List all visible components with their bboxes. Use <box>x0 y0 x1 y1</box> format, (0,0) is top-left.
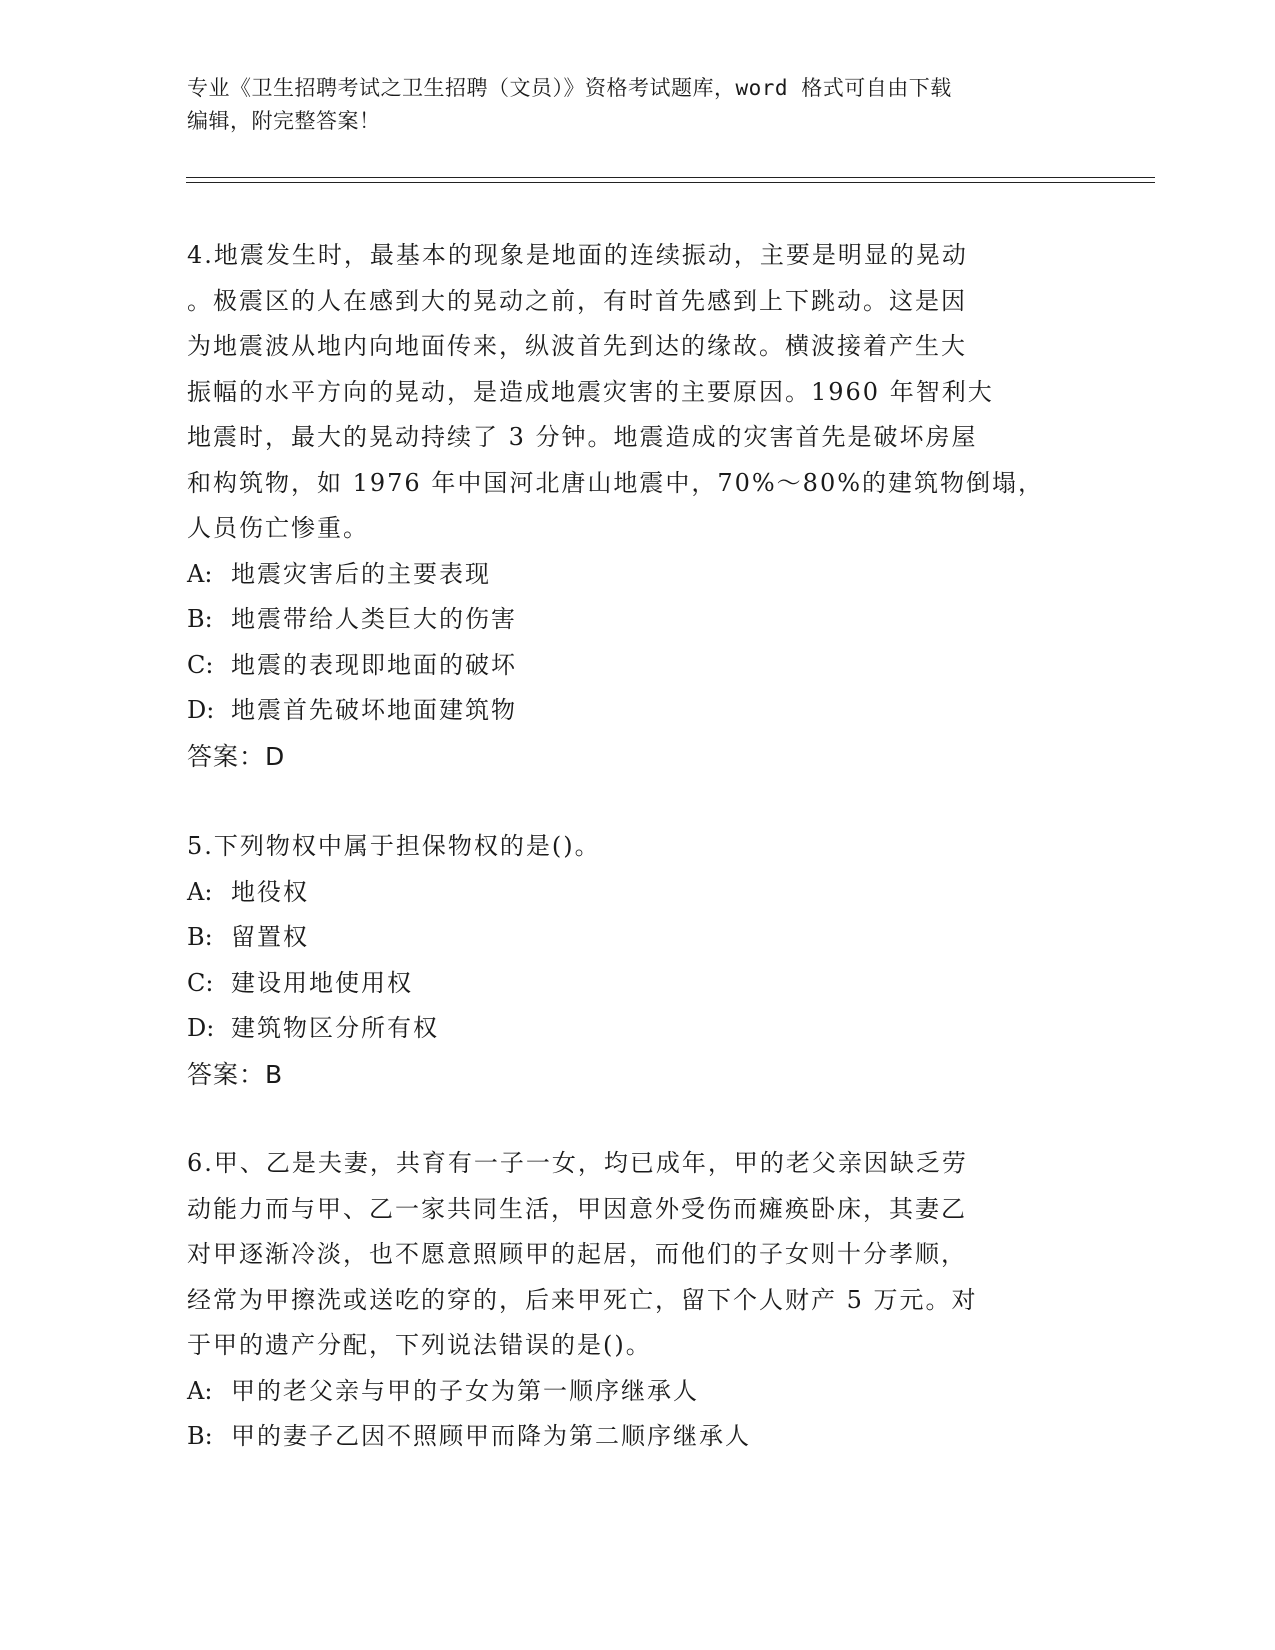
option-a <box>187 552 1067 598</box>
option-c <box>187 643 1067 689</box>
option-d <box>187 688 1067 734</box>
option-text: 建筑物区分所有权 <box>231 1014 439 1042</box>
question-stem-line: 为地震波从地内向地面传来，纵波首先到达的缘故。横波接着产生大 <box>187 332 967 360</box>
question-stem-line: 动能力而与甲、乙一家共同生活，甲因意外受伤而瘫痪卧床，其妻乙 <box>187 1194 967 1223</box>
option-text: 地震灾害后的主要表现 <box>231 559 491 588</box>
option-letter: D: <box>187 696 215 724</box>
option-letter: C: <box>187 968 214 997</box>
option-text: 地震的表现即地面的破坏 <box>231 650 517 679</box>
option-letter: A: <box>187 877 213 906</box>
answer-line: 答案：B <box>187 1059 284 1089</box>
option-letter: B: <box>187 1422 213 1450</box>
document-header <box>187 72 1067 138</box>
option-b <box>187 1414 1067 1460</box>
option-a <box>187 1369 1067 1415</box>
option-b <box>187 597 1067 643</box>
option-letter: C: <box>187 650 214 679</box>
header-line-2: 编辑，附完整答案！ <box>187 109 381 133</box>
question-stem-line: 振幅的水平方向的晃动，是造成地震灾害的主要原因。1960 年智利大 <box>187 377 994 406</box>
option-letter: B: <box>187 923 213 951</box>
question-stem-line: 人员伤亡惨重。 <box>187 514 369 542</box>
question-stem-line: 于甲的遗产分配，下列说法错误的是()。 <box>187 1331 652 1359</box>
header-line-1: 专业《卫生招聘考试之卫生招聘（文员）》资格考试题库，word 格式可自由下载 <box>187 76 952 100</box>
option-text: 地震带给人类巨大的伤害 <box>231 605 517 633</box>
option-letter: D: <box>187 1014 215 1042</box>
option-letter: A: <box>187 559 213 588</box>
option-d <box>187 1006 1067 1052</box>
option-text: 地役权 <box>231 877 309 906</box>
option-text: 留置权 <box>231 923 309 951</box>
question-stem-line: 对甲逐渐冷淡，也不愿意照顾甲的起居，而他们的子女则十分孝顺， <box>187 1240 967 1268</box>
option-text: 建设用地使用权 <box>231 968 413 997</box>
option-b <box>187 915 1067 961</box>
option-text: 地震首先破坏地面建筑物 <box>231 696 517 724</box>
question-6 <box>187 1141 1067 1460</box>
header-divider-top <box>186 177 1155 178</box>
option-letter: A: <box>187 1376 213 1405</box>
option-text: 甲的妻子乙因不照顾甲而降为第二顺序继承人 <box>231 1422 751 1450</box>
option-text: 甲的老父亲与甲的子女为第一顺序继承人 <box>231 1376 699 1405</box>
header-divider-bottom <box>186 182 1155 183</box>
option-letter: B: <box>187 605 213 633</box>
question-stem-line: 地震时，最大的晃动持续了 3 分钟。地震造成的灾害首先是破坏房屋 <box>187 423 978 451</box>
question-4 <box>187 233 1067 779</box>
question-stem-line: 5.下列物权中属于担保物权的是()。 <box>187 832 601 860</box>
answer-line: 答案：D <box>187 741 286 771</box>
option-a <box>187 870 1067 916</box>
question-stem-line: 和构筑物，如 1976 年中国河北唐山地震中，70%～80%的建筑物倒塌， <box>187 468 1045 497</box>
question-5 <box>187 824 1067 1097</box>
option-c <box>187 961 1067 1007</box>
question-stem-line: 4.地震发生时，最基本的现象是地面的连续振动，主要是明显的晃动 <box>187 241 968 269</box>
question-stem-line: 经常为甲擦洗或送吃的穿的，后来甲死亡，留下个人财产 5 万元。对 <box>187 1285 978 1314</box>
question-stem-line: 6.甲、乙是夫妻，共育有一子一女，均已成年，甲的老父亲因缺乏劳 <box>187 1149 968 1177</box>
question-stem-line: 。极震区的人在感到大的晃动之前，有时首先感到上下跳动。这是因 <box>187 286 967 315</box>
